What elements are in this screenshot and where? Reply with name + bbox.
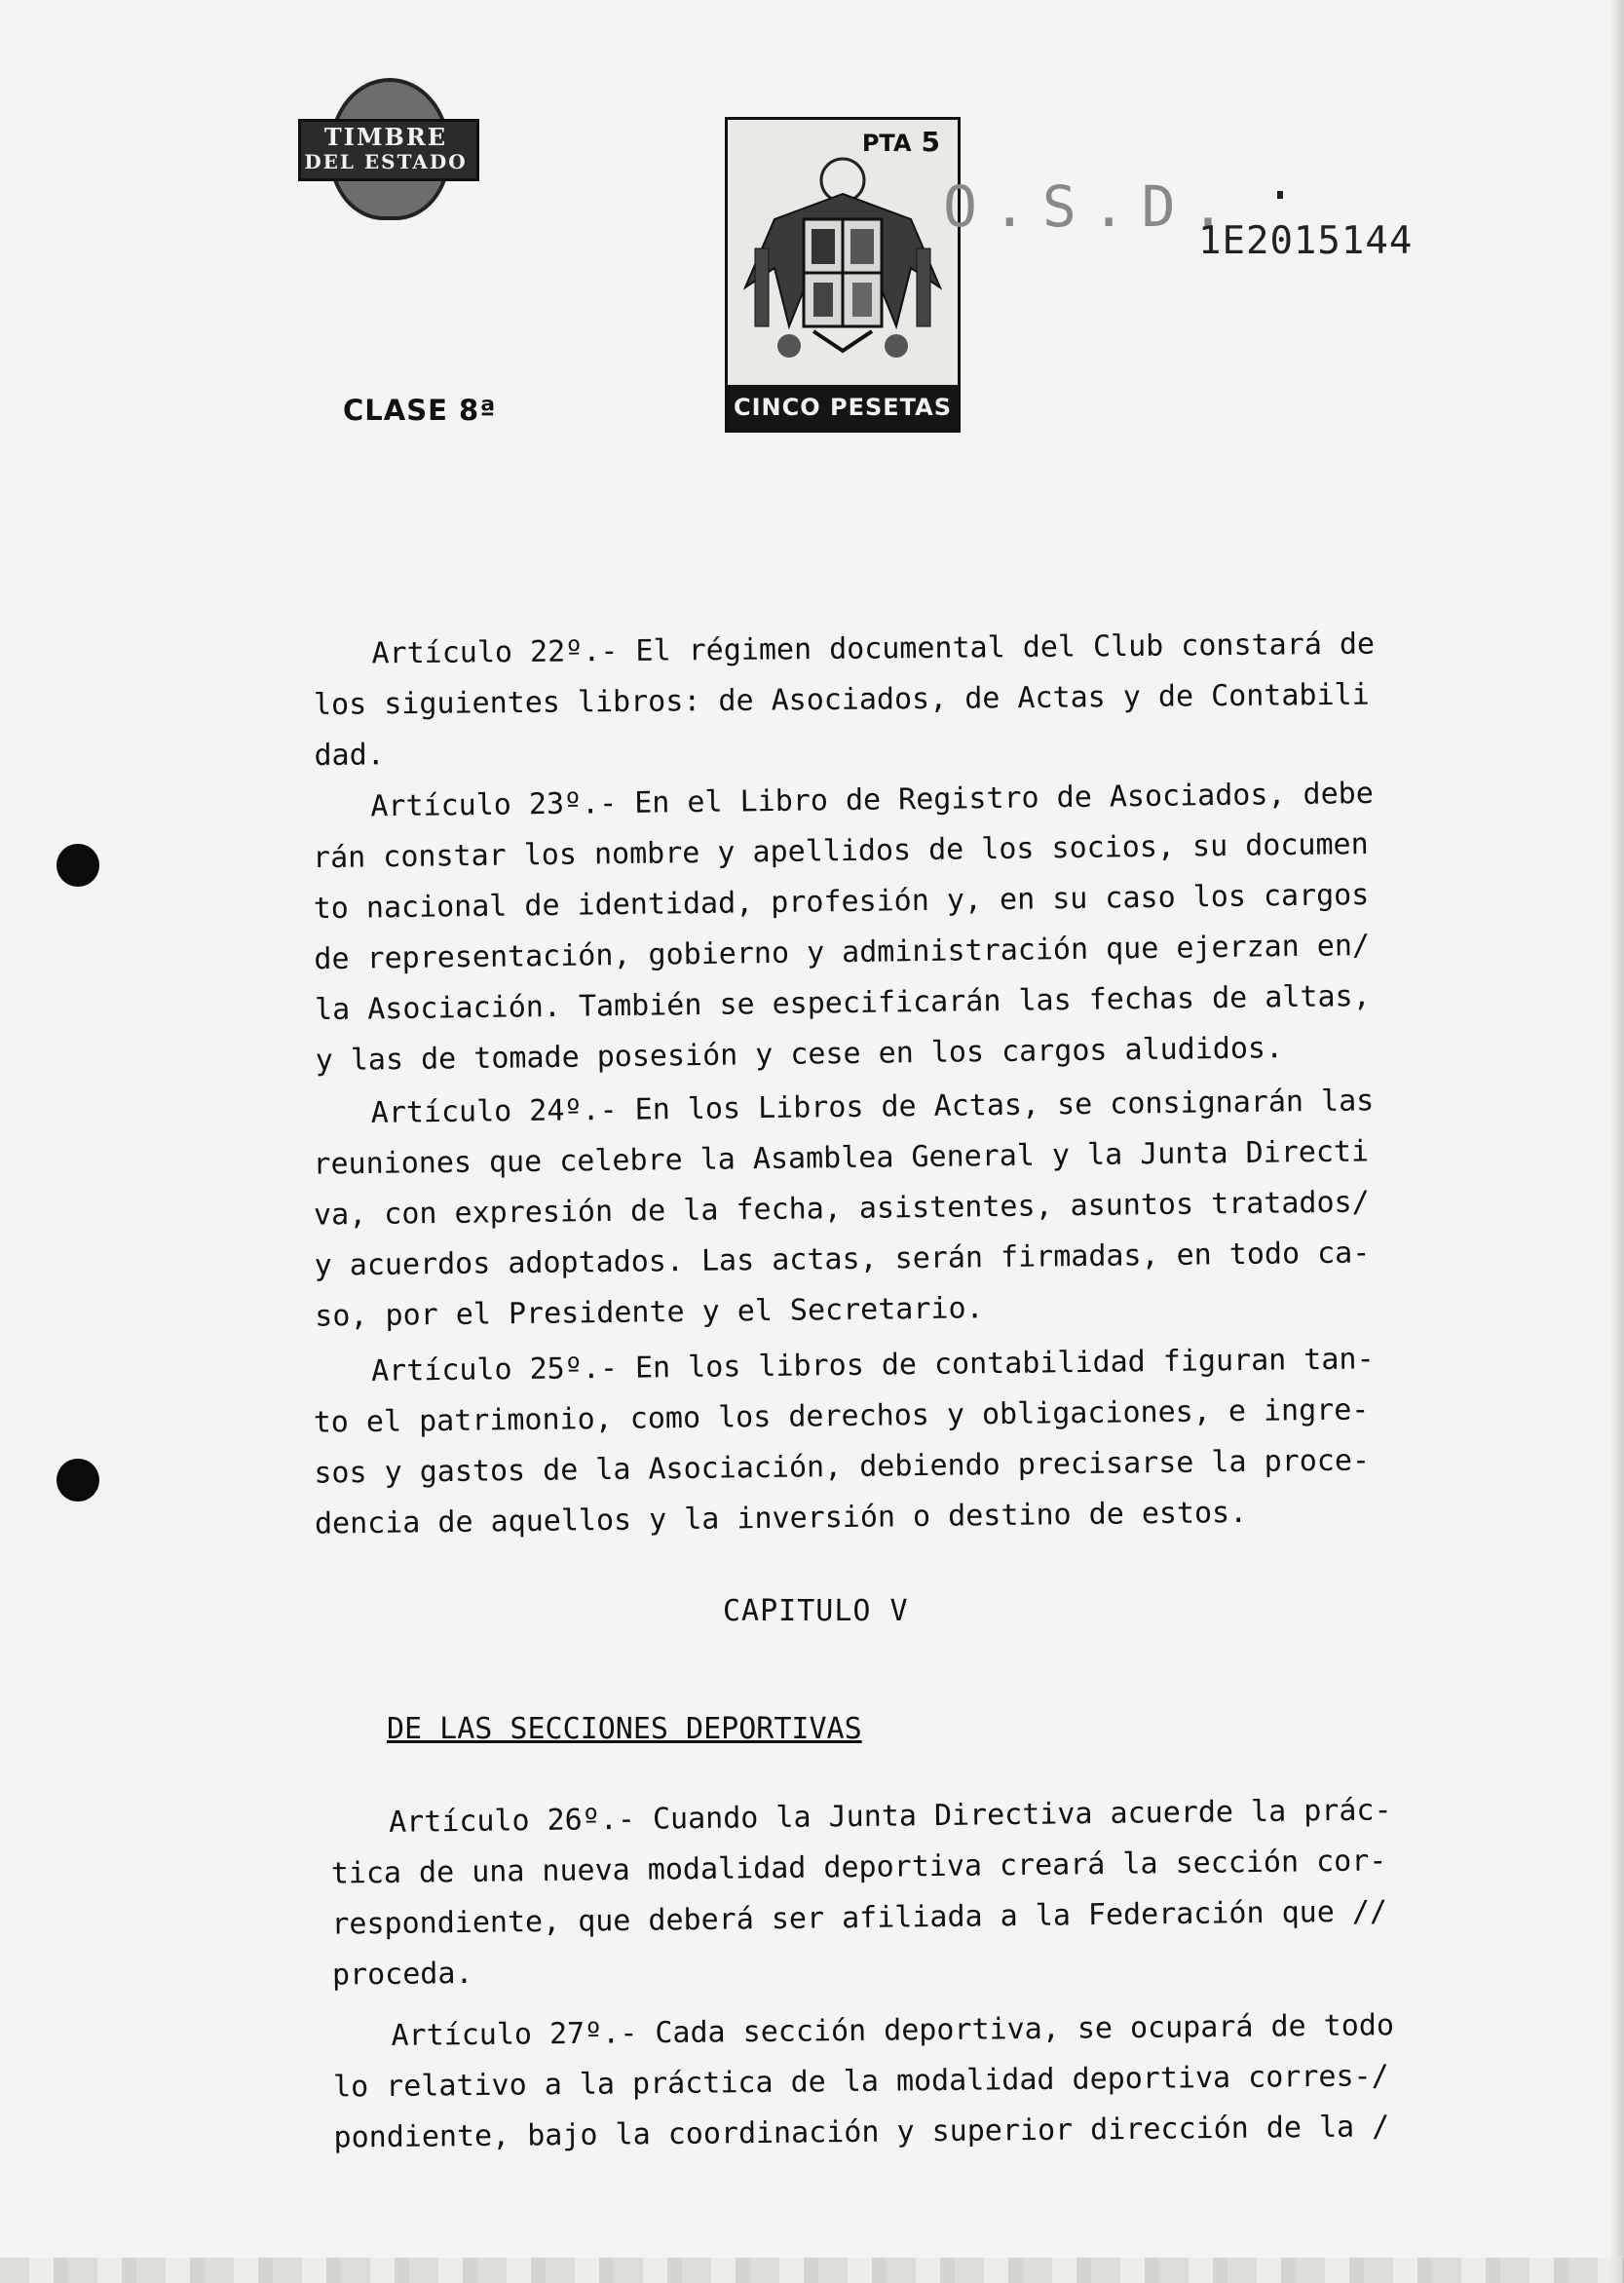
page-bottom-scan-noise	[0, 2258, 1624, 2283]
text-line: lo relativo a la práctica de la modalidad deportiva corres-/	[332, 2059, 1389, 2105]
clase-label: CLASE 8ª	[343, 394, 497, 427]
text-line: va, con expresión de la fecha, asistentes, asuntos tratados/	[313, 1185, 1370, 1233]
article-27	[332, 1998, 1552, 2163]
ink-mark	[1277, 191, 1283, 199]
seal-line-1: TIMBRE	[323, 123, 448, 151]
text-line: dencia de aquellos y la inversión o destino de estos.	[314, 1495, 1248, 1541]
serial-number: 1E2015144	[1198, 219, 1414, 263]
text-line: to el patrimonio, como los derechos y obligaciones, e ingre-	[313, 1392, 1370, 1440]
revenue-stamp	[725, 117, 961, 433]
chapter-number: CAPITULO V	[723, 1594, 909, 1628]
text-line: Artículo 24º.- En los Libros de Actas, se consignarán las	[370, 1084, 1375, 1130]
text-line: respondiente, que deberá ser afiliada a la Federación que //	[331, 1894, 1388, 1942]
text-line: la Asociación. También se especificarán las fechas de altas,	[314, 978, 1371, 1028]
text-line: y las de tomade posesión y cese en los cargos aludidos.	[315, 1031, 1284, 1079]
seal-line-2: DEL ESTADO	[304, 150, 468, 173]
article-22	[313, 618, 1531, 781]
text-line: proceda.	[331, 1956, 473, 1993]
page-edge-shadow	[1610, 0, 1624, 2283]
article-24	[312, 1074, 1532, 1342]
text-line: Artículo 26º.- Cuando la Junta Directiva acuerde la prác-	[388, 1793, 1392, 1840]
text-line: tica de una nueva modalidad deportiva creará la sección cor-	[330, 1844, 1387, 1891]
text-line: reuniones que celebre la Asamblea General y la Junta Directi	[313, 1134, 1370, 1182]
text-line: Artículo 23º.- En el Libro de Registro de Asociados, debe	[370, 776, 1374, 824]
punch-hole	[57, 844, 99, 887]
text-line: Artículo 27º.- Cada sección deportiva, se ocupará de todo	[391, 2008, 1395, 2053]
article-23	[312, 767, 1533, 1086]
chapter-title: DE LAS SECCIONES DEPORTIVAS	[387, 1712, 862, 1746]
punch-hole	[57, 1459, 99, 1502]
text-line: de representación, gobierno y administración que ejerzan en/	[314, 928, 1371, 977]
text-line: rán constar los nombre y apellidos de los socios, su documen	[312, 827, 1369, 876]
stamp-denomination: CINCO PESETAS	[728, 385, 958, 430]
text-line: dad.	[314, 738, 385, 773]
article-26	[330, 1783, 1550, 2000]
stamp-value-number: 5	[921, 126, 940, 158]
text-line: Artículo 25º.- En los libros de contabilidad figuran tan-	[370, 1342, 1375, 1389]
text-line: los siguientes libros: de Asociados, de Actas y de Contabili	[313, 677, 1370, 722]
coat-of-arms-icon	[736, 151, 950, 381]
stamp-value-label: PTA	[861, 130, 912, 157]
text-line: pondiente, bajo la coordinación y superior dirección de la /	[333, 2110, 1390, 2155]
watermark-mark: O.S.D.	[943, 173, 1241, 240]
text-line: y acuerdos adoptados. Las actas, serán firmadas, en todo ca-	[314, 1236, 1371, 1283]
timbre-del-estado-seal	[290, 78, 481, 212]
text-line: so, por el Presidente y el Secretario.	[315, 1291, 984, 1334]
article-25	[313, 1332, 1532, 1549]
text-line: Artículo 22º.- El régimen documental del Club constará de	[371, 627, 1376, 671]
text-line: sos y gastos de la Asociación, debiendo precisarse la proce-	[314, 1443, 1371, 1491]
text-line: to nacional de identidad, profesión y, en su caso los cargos	[313, 877, 1370, 927]
